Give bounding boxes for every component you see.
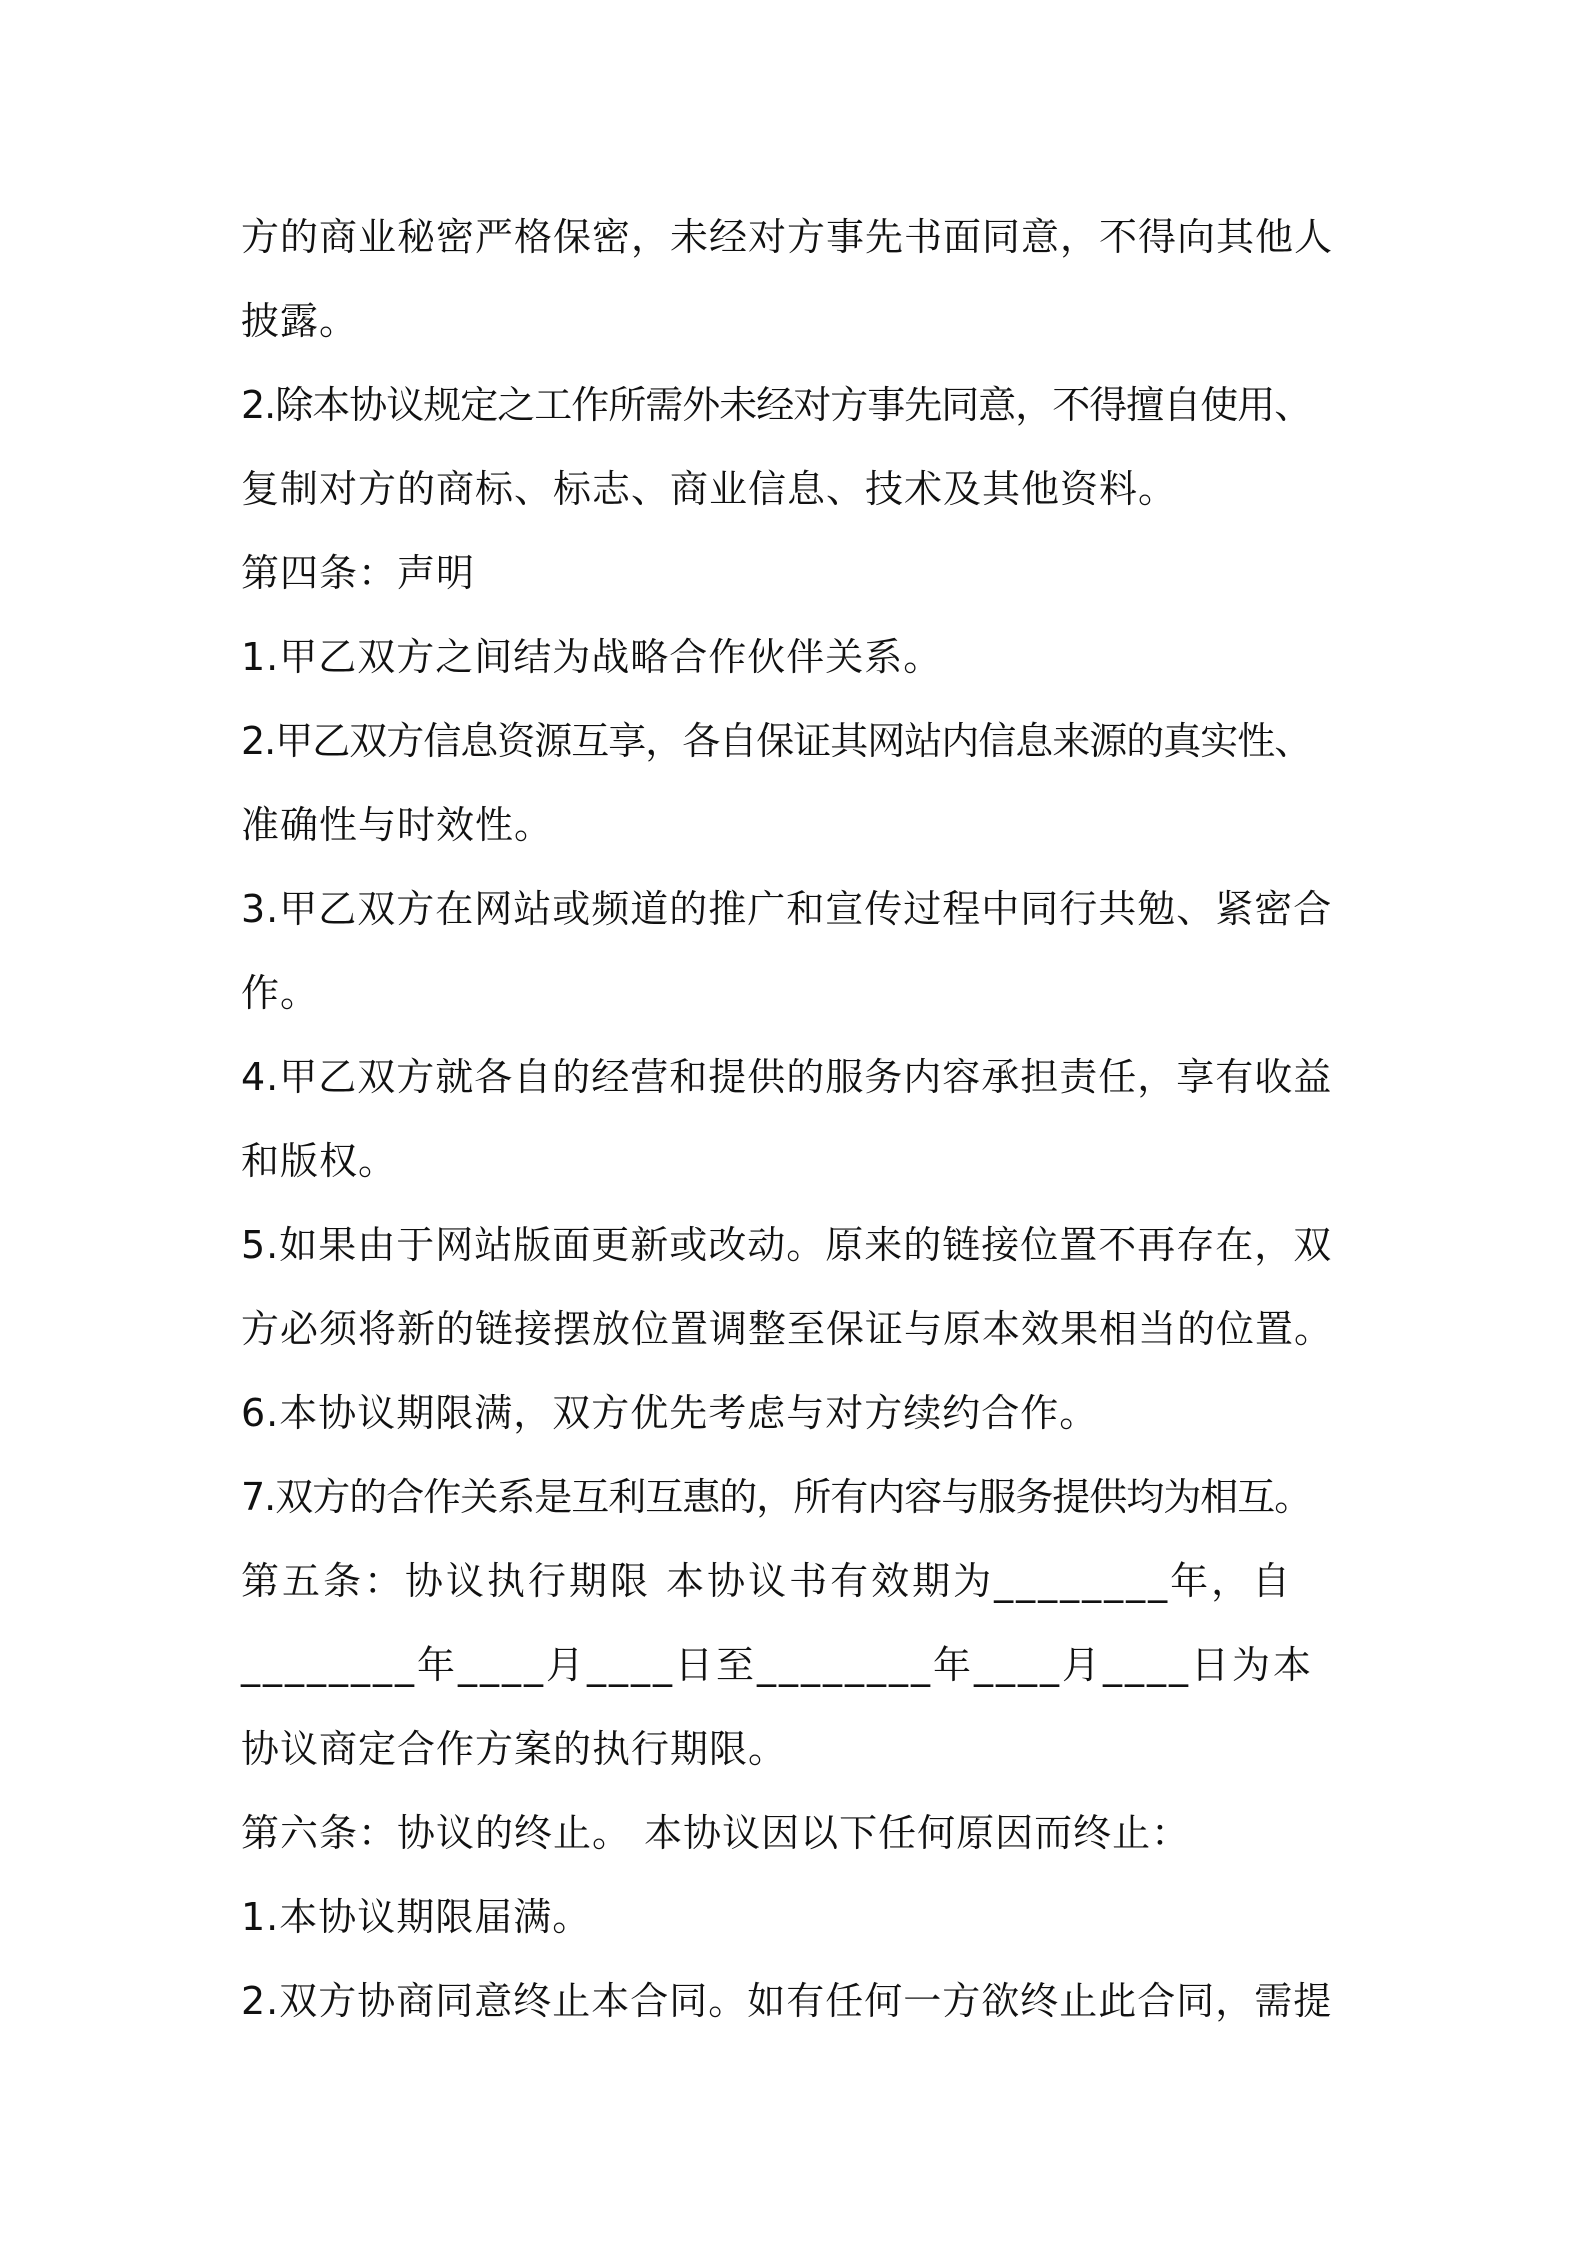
- text-line: 准确性与时效性。: [241, 803, 554, 847]
- text-line: 方必须将新的链接摆放位置调整至保证与原本效果相当的位置。: [241, 1307, 1334, 1351]
- text-line: 协议商定合作方案的执行期限。: [241, 1727, 788, 1771]
- text-line: 7.双方的合作关系是互利互惠的，所有内容与服务提供均为相互。: [241, 1475, 1312, 1519]
- text-line: 2.甲乙双方信息资源互享，各自保证其网站内信息来源的真实性、: [241, 719, 1312, 763]
- section-heading-4: 第四条：声明: [241, 551, 476, 595]
- section-heading-6: 第六条：协议的终止。 本协议因以下任何原因而终止：: [241, 1811, 1191, 1855]
- text-line: 方的商业秘密严格保密，未经对方事先书面同意，不得向其他人: [241, 215, 1334, 259]
- text-line: 1.本协议期限届满。: [241, 1895, 592, 1939]
- section-heading-5: 第五条：协议执行期限 本协议书有效期为________年，自: [241, 1559, 1294, 1603]
- text-line: ________年____月____日至________年____月____日为本: [241, 1643, 1315, 1687]
- text-line: 2.除本协议规定之工作所需外未经对方事先同意，不得擅自使用、: [241, 383, 1312, 427]
- text-line: 1.甲乙双方之间结为战略合作伙伴关系。: [241, 635, 943, 679]
- text-line: 作。: [241, 971, 320, 1015]
- text-line: 5.如果由于网站版面更新或改动。原来的链接位置不再存在，双: [241, 1223, 1333, 1267]
- text-line: 4.甲乙双方就各自的经营和提供的服务内容承担责任，享有收益: [241, 1055, 1333, 1099]
- text-line: 披露。: [241, 299, 359, 343]
- text-line: 3.甲乙双方在网站或频道的推广和宣传过程中同行共勉、紧密合: [241, 887, 1333, 931]
- text-line: 2.双方协商同意终止本合同。如有任何一方欲终止此合同，需提: [241, 1979, 1333, 2023]
- text-line: 6.本协议期限满，双方优先考虑与对方续约合作。: [241, 1391, 1099, 1435]
- text-line: 和版权。: [241, 1139, 398, 1183]
- document-body: [241, 195, 1391, 2043]
- text-line: 复制对方的商标、标志、商业信息、技术及其他资料。: [241, 467, 1178, 511]
